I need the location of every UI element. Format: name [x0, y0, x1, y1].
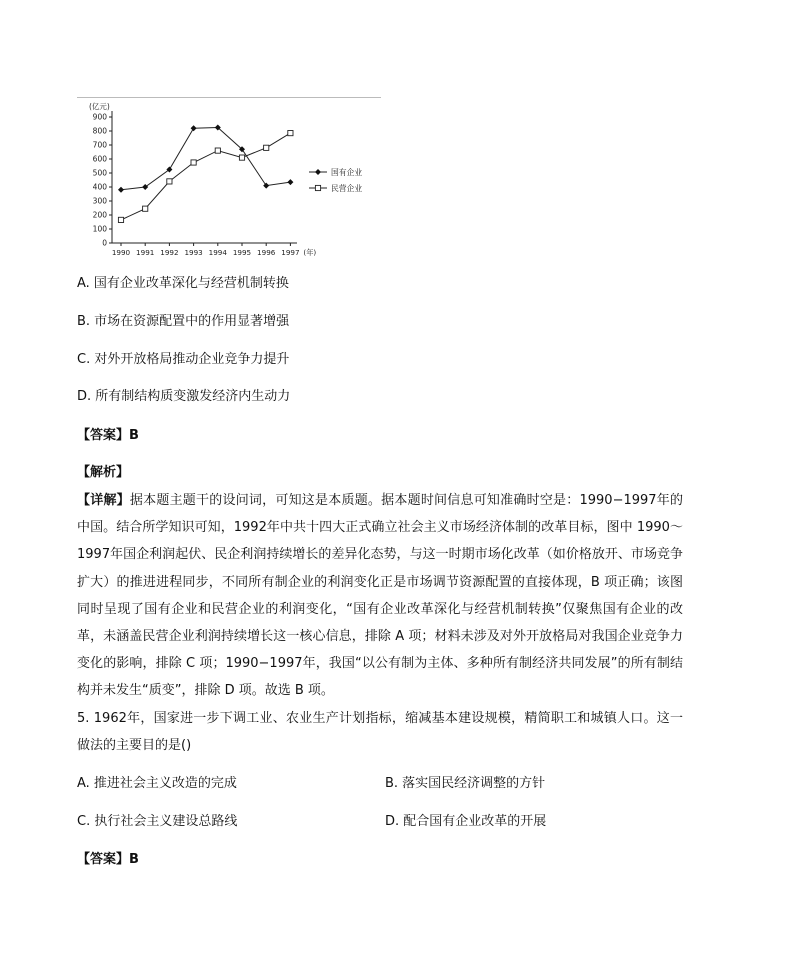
q5-answer: 【答案】B — [77, 852, 139, 867]
x-tick-label: 1992 — [160, 248, 179, 257]
q4-option-c: C. 对外开放格局推动企业竞争力提升 — [77, 352, 290, 367]
data-point-private — [288, 131, 293, 136]
q5-option-a: A. 推进社会主义改造的完成 — [77, 776, 237, 791]
y-tick-label: 200 — [92, 210, 107, 220]
series-line-1 — [121, 128, 290, 190]
q4-option-d: D. 所有制结构质变激发经济内生动力 — [77, 389, 291, 404]
data-point-state — [118, 187, 124, 193]
y-tick-label: 400 — [92, 182, 107, 192]
data-point-state — [263, 183, 269, 189]
x-tick-label: 1991 — [136, 248, 155, 257]
x-tick-label: 1990 — [111, 248, 131, 257]
data-point-private — [215, 148, 220, 153]
y-tick-label: 500 — [92, 168, 107, 178]
q5-option-d: D. 配合国有企业改革的开展 — [385, 814, 547, 829]
q5-option-c: C. 执行社会主义建设总路线 — [77, 814, 238, 829]
legend-label: 国有企业 — [331, 167, 363, 177]
x-tick-label: 1997 — [281, 248, 300, 257]
profit-line-chart — [77, 97, 381, 261]
x-tick-label: 1993 — [184, 248, 203, 257]
x-axis-label: (年) — [303, 248, 317, 257]
y-axis-label: (亿元) — [89, 102, 110, 111]
data-point-private — [191, 160, 196, 165]
q4-analysis-label: 【详解】 — [77, 493, 130, 508]
q5-stem: 5. 1962年，国家进一步下调工业、农业生产计划指标，缩减基本建设规模，精简职工和城镇人口。这一做法的主要目的是() — [77, 711, 683, 754]
q4-answer: 【答案】B — [77, 428, 139, 443]
q4-option-b: B. 市场在资源配置中的作用显著增强 — [77, 314, 290, 329]
y-tick-label: 900 — [92, 112, 107, 122]
y-tick-label: 300 — [92, 196, 107, 206]
y-tick-label: 600 — [92, 154, 107, 164]
q4-analysis-title: 【解析】 — [77, 465, 130, 480]
data-point-state — [191, 125, 197, 131]
data-point-state — [287, 179, 293, 185]
y-tick-label: 0 — [102, 238, 107, 248]
x-tick-label: 1995 — [232, 248, 252, 257]
q4-option-a: A. 国有企业改革深化与经营机制转换 — [77, 276, 289, 291]
y-tick-label: 800 — [92, 126, 107, 136]
x-tick-label: 1994 — [208, 248, 227, 257]
data-point-private — [264, 145, 269, 150]
data-point-private — [118, 217, 123, 222]
chart-svg — [77, 97, 381, 261]
q5-option-b: B. 落实国民经济调整的方针 — [385, 776, 546, 791]
legend-marker — [315, 185, 320, 190]
y-tick-label: 100 — [92, 224, 107, 234]
data-point-private — [167, 179, 172, 184]
legend-label: 民营企业 — [331, 183, 363, 193]
data-point-private — [143, 206, 148, 211]
data-point-private — [239, 155, 244, 160]
x-tick-label: 1996 — [257, 248, 276, 257]
legend-marker — [315, 169, 321, 175]
y-tick-label: 700 — [92, 140, 107, 150]
q4-analysis-text: 据本题主题干的设问词，可知这是本质题。据本题时间信息可知准确时空是：1990−1997年的中国。结合所学知识可知，1992年中共十四大正式确立社会主义市场经济体制的改革目标，图中 1990～1997年国企利润起伏、民企利润持续增长的差异化态势，与这一时期市场化改革（如价格放开、市场竞争扩大）的推进进程同步，不同所有制企业的利润变化正是市场调节资源配置的直接体现，B 项正确；该图同时呈现了国有企业和民营企业的利润变化，“国有企业改革深化与经营机制转换”仅聚焦国有企业的改革，未涵盖民营企业利润持续增长这一核心信息，排除 A 项；材料未涉及对外开放格局对我国企业竞争力变化的影响，排除 C 项；1990−1997年，我国“以公有制为主体、多种所有制经济共同发展”的所有制结构并未发生“质变”，排除 D 项。故选 B 项。 — [77, 493, 683, 699]
q4-analysis — [77, 487, 683, 705]
